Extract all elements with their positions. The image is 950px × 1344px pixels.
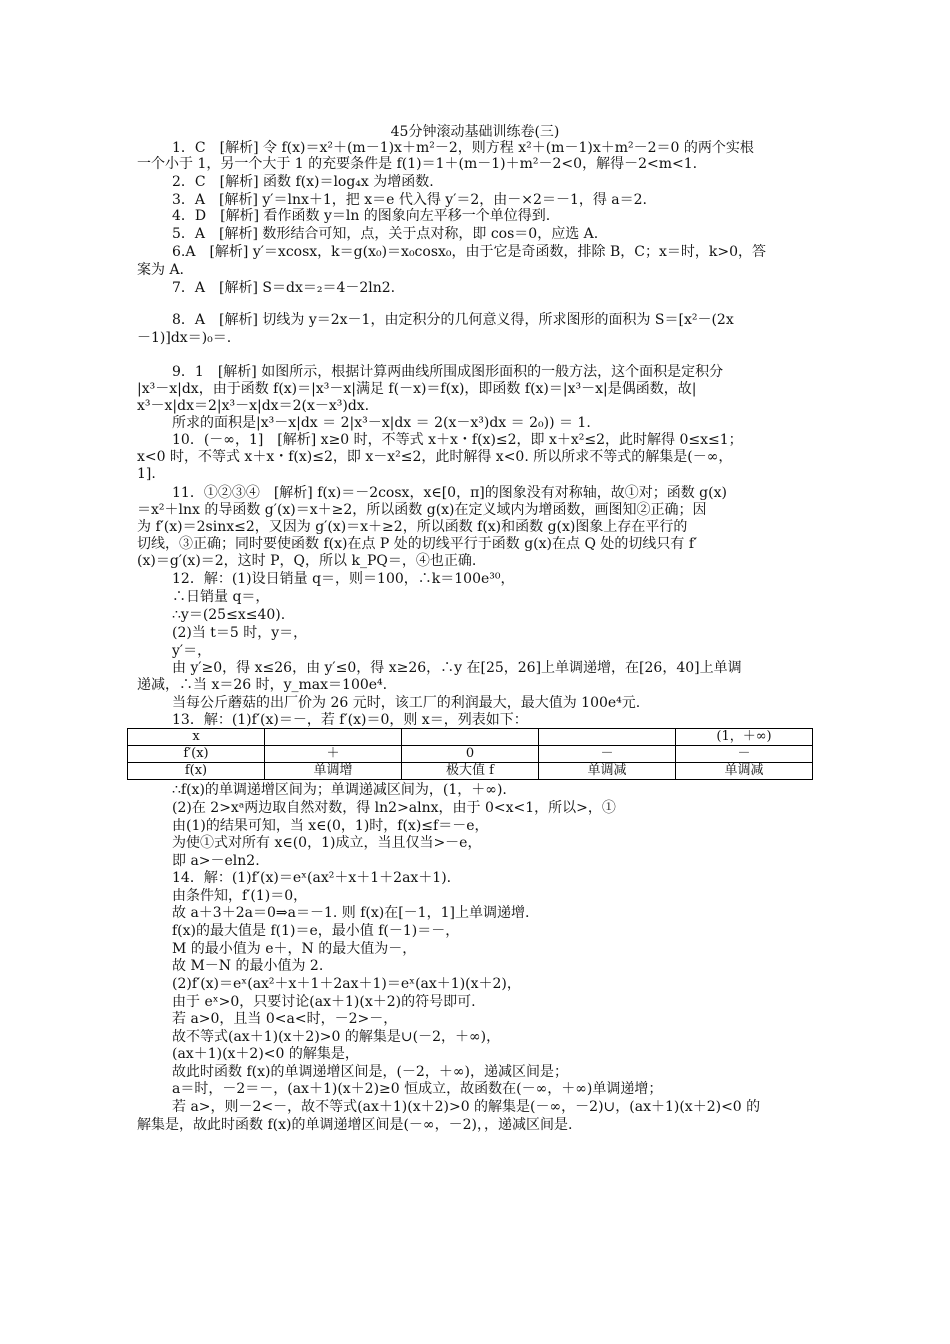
answer-1-line-1: 1．C [解析] 令 f(x)＝x²＋(m－1)x＋m²－2，则方程 x²＋(m－1)x＋m²－2＝0 的两个实根 [172, 140, 754, 156]
answer-14-line-14: 若 a>，则－2<－，故不等式(ax＋1)(x＋2)>0 的解集是(－∞，－2)∪，(ax＋1)(x＋2)<0 的 [172, 1099, 761, 1115]
table-cell: f(x) [128, 763, 265, 780]
answer-14-line-13: a＝时，－2＝－，(ax＋1)(x＋2)≥0 恒成立，故函数在(－∞，＋∞)单调递增； [172, 1081, 663, 1097]
answer-1-line-2: 一个小于 1，另一个大于 1 的充要条件是 f(1)＝1＋(m－1)＋m²－2<0，解得－2<m<1. [137, 156, 698, 172]
answer-8-line-1: 8．A [解析] 切线为 y＝2x－1，由定积分的几何意义得，所求图形的面积为 S＝[x²－(2x [172, 312, 734, 328]
answer-7: 7．A [解析] S＝dx＝₂＝4－2ln2. [172, 280, 396, 296]
answer-13-line-4: 由(1)的结果可知，当 x∈(0，1)时，f(x)≤f＝－e， [172, 818, 489, 834]
table-cell: － [676, 746, 813, 763]
table-cell: f′(x) [128, 746, 265, 763]
table-cell: 单调减 [676, 763, 813, 780]
document-title: 45分钟滚动基础训练卷(三) [390, 124, 560, 140]
answer-6-line-1: 6.A [解析] y′＝xcosx，k＝g(x₀)＝x₀cosx₀，由于它是奇函数，排除 B，C；x＝时，k>0，答 [172, 244, 766, 260]
answer-8-line-2: －1)]dx＝)₀＝. [137, 330, 232, 346]
answer-11-line-4: 切线，③正确；同时要使函数 f(x)在点 P 处的切线平行于函数 g(x)在点 Q 处的切线只有 f′ [137, 536, 698, 552]
answer-14-line-6: 故 M－N 的最小值为 2. [172, 958, 324, 974]
table-row [128, 746, 813, 763]
answer-12-line-1: 12．解：(1)设日销量 q＝，则＝100，∴k＝100e³⁰， [172, 571, 515, 587]
monotonicity-table [127, 728, 813, 780]
answer-2: 2．C [解析] 函数 f(x)＝log₄x 为增函数. [172, 174, 434, 190]
answer-12-line-8: 当每公斤蘑菇的出厂价为 26 元时，该工厂的利润最大，最大值为 100e⁴元. [172, 695, 641, 711]
answer-13-line-1: 13．解：(1)f′(x)＝－，若 f′(x)＝0，则 x＝，列表如下： [172, 712, 528, 728]
answer-12-line-2: ∴日销量 q＝， [172, 589, 270, 605]
answer-12-line-7: 递减，∴当 x＝26 时，y_max＝100e⁴. [137, 677, 388, 693]
table-row [128, 763, 813, 780]
answer-14-line-11: (ax＋1)(x＋2)<0 的解集是， [172, 1046, 359, 1062]
answer-9-line-4: 所求的面积是|x³－x|dx ＝ 2|x³－x|dx ＝ 2(x－x³)dx ＝ 2₀)) ＝ 1. [172, 415, 591, 431]
answer-13-line-2: ∴f(x)的单调递增区间为；单调递减区间为，(1，＋∞). [172, 782, 507, 798]
answer-14-line-8: 由于 eˣ>0，只要讨论(ax＋1)(x＋2)的符号即可. [172, 994, 476, 1010]
answer-10-line-2: x<0 时，不等式 x＋x・f(x)≤2，即 x－x²≤2，此时解得 x<0. 所以所求不等式的解集是(－∞， [137, 449, 733, 465]
answer-10-line-3: 1]. [137, 466, 156, 482]
table-cell: － [539, 746, 676, 763]
answer-6-line-2: 案为 A. [137, 262, 185, 278]
answer-12-line-6: 由 y′≥0，得 x≤26，由 y′≤0，得 x≥26，∴y 在[25，26]上单调递增，在[26，40]上单调 [172, 660, 742, 676]
answer-14-line-15: 解集是，故此时函数 f(x)的单调递增区间是(－∞，－2)，，递减区间是. [137, 1117, 573, 1133]
answer-14-line-12: 故此时函数 f(x)的单调递增区间是，(－2，＋∞)，递减区间是； [172, 1064, 568, 1080]
answer-13-line-3: (2)在 2>xᵃ两边取自然对数，得 ln2>alnx，由于 0<x<1，所以>，① [172, 800, 616, 816]
answer-11-line-5: (x)＝g′(x)＝2，这时 P，Q，所以 k_PQ＝，④也正确. [137, 553, 477, 569]
answer-11-line-2: ＝x²＋lnx 的导函数 g′(x)＝x＋≥2，所以函数 g(x)在定义域内为增函数，画图知②正确；因 [137, 502, 707, 518]
answer-14-line-4: f(x)的最大值是 f(1)＝e，最小值 f(－1)＝－， [172, 923, 460, 939]
answer-10-line-1: 10．(－∞，1] [解析] x≥0 时，不等式 x＋x・f(x)≤2，即 x＋x²≤2，此时解得 0≤x≤1； [172, 432, 743, 448]
answer-13-line-5: 为使①式对所有 x∈(0，1)成立，当且仅当>－e， [172, 835, 482, 851]
answer-3: 3．A [解析] y′＝lnx＋1，把 x＝e 代入得 y′＝2，由－×2＝－1，得 a＝2. [172, 192, 648, 208]
table-cell: 0 [402, 746, 539, 763]
answer-12-line-5: y′＝， [172, 643, 212, 659]
table-cell: x [128, 729, 265, 746]
answer-14-line-10: 故不等式(ax＋1)(x＋2)>0 的解集是∪(－2，＋∞)， [172, 1029, 501, 1045]
table-cell: 极大值 f [402, 763, 539, 780]
answer-4: 4．D [解析] 看作函数 y＝ln 的图象向左平移一个单位得到. [172, 208, 551, 224]
answer-11-line-3: 为 f′(x)＝2sinx≤2，又因为 g′(x)＝x＋≥2，所以函数 f(x)和函数 g(x)图象上存在平行的 [137, 519, 688, 535]
answer-9-line-3: x³－x|dx＝2|x³－x|dx＝2(x－x³)dx. [137, 398, 370, 414]
answer-12-line-3: ∴y＝(25≤x≤40). [172, 607, 286, 623]
answer-13-line-6: 即 a>－eln2. [172, 853, 260, 869]
table-cell: ＋ [265, 746, 402, 763]
table-cell: 单调减 [539, 763, 676, 780]
answer-14-line-1: 14．解：(1)f′(x)＝eˣ(ax²＋x＋1＋2ax＋1). [172, 870, 452, 886]
table-cell: 单调增 [265, 763, 402, 780]
table-row [128, 729, 813, 746]
answer-9-line-1: 9．1 [解析] 如图所示，根据计算两曲线所围成图形面积的一般方法，这个面积是定积分 [172, 364, 724, 380]
answer-14-line-7: (2)f′(x)＝eˣ(ax²＋x＋1＋2ax＋1)＝eˣ(ax＋1)(x＋2)， [172, 976, 521, 992]
answer-11-line-1: 11．①②③④ [解析] f(x)＝－2cosx，x∈[0，π]的图象没有对称轴，故①对；函数 g(x) [172, 485, 727, 501]
table-cell: (1，＋∞) [676, 729, 813, 746]
answer-14-line-9: 若 a>0，且当 0<a<时，－2>－， [172, 1011, 398, 1027]
answer-12-line-4: (2)当 t＝5 时，y＝， [172, 625, 308, 641]
answer-14-line-2: 由条件知，f′(1)＝0， [172, 888, 308, 904]
answer-14-line-5: M 的最小值为 e＋，N 的最大值为－， [172, 941, 417, 957]
answer-9-line-2: |x³－x|dx，由于函数 f(x)＝|x³－x|满足 f(－x)＝f(x)，即函数 f(x)＝|x³－x|是偶函数，故| [137, 381, 697, 397]
answer-14-line-3: 故 a＋3＋2a＝0⇒a＝－1. 则 f(x)在[－1，1]上单调递增. [172, 905, 530, 921]
table-cell [265, 729, 402, 746]
table-cell [539, 729, 676, 746]
answer-5: 5．A [解析] 数形结合可知，点，关于点对称，即 cos＝0，应选 A. [172, 226, 599, 242]
table-cell [402, 729, 539, 746]
